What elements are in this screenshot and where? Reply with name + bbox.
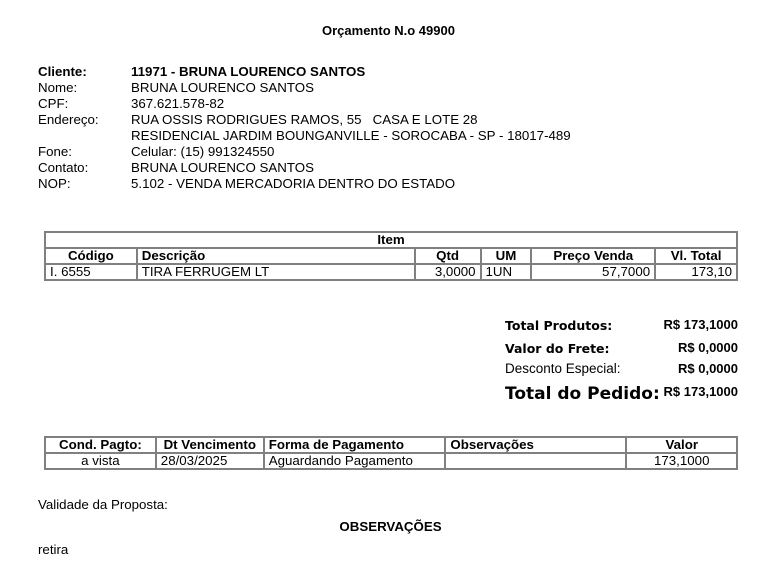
col-header-observacoes: Observações xyxy=(445,437,626,453)
col-header-preco-venda: Preço Venda xyxy=(531,248,655,264)
cell-valor: 173,1000 xyxy=(626,453,737,469)
col-header-valor: Valor xyxy=(626,437,737,453)
items-caption-row xyxy=(45,232,737,248)
col-header-um: UM xyxy=(481,248,532,264)
col-header-qtd: Qtd xyxy=(415,248,481,264)
total-pedido-value: R$ 173,1000 xyxy=(663,384,738,399)
table-row xyxy=(45,453,737,469)
phone-label: Fone: xyxy=(38,144,73,159)
items-caption: Item xyxy=(45,232,737,248)
cell-descricao: TIRA FERRUGEM LT xyxy=(137,264,415,280)
cell-observacoes xyxy=(445,453,626,469)
client-label: Cliente: xyxy=(38,64,87,79)
cpf-label: CPF: xyxy=(38,96,69,111)
col-header-dt-vencimento: Dt Vencimento xyxy=(156,437,264,453)
cell-vl-total: 173,10 xyxy=(655,264,737,280)
col-header-cond-pagto: Cond. Pagto: xyxy=(45,437,156,453)
cell-um: 1UN xyxy=(481,264,532,280)
client-value: 11971 - BRUNA LOURENCO SANTOS xyxy=(131,64,366,79)
cell-preco-venda: 57,7000 xyxy=(531,264,655,280)
items-table xyxy=(44,231,738,281)
total-produtos-value: R$ 173,1000 xyxy=(663,317,738,332)
cell-codigo: I. 6555 xyxy=(45,264,137,280)
phone-value: Celular: (15) 991324550 xyxy=(131,144,275,159)
cpf-value: 367.621.578-82 xyxy=(131,96,225,111)
nop-label: NOP: xyxy=(38,176,71,191)
valor-frete-label: Valor do Frete: xyxy=(505,341,610,356)
col-header-codigo: Código xyxy=(45,248,137,264)
payment-table xyxy=(44,436,738,470)
total-produtos-label: Total Produtos: xyxy=(505,318,613,333)
items-header-row xyxy=(45,248,737,264)
col-header-vl-total: Vl. Total xyxy=(655,248,737,264)
cell-dt-vencimento: 28/03/2025 xyxy=(156,453,264,469)
address-line2: RESIDENCIAL JARDIM BOUNGANVILLE - SOROCABA - SP - 18017-489 xyxy=(131,128,571,143)
desconto-value: R$ 0,0000 xyxy=(678,361,738,376)
cell-forma-pagamento: Aguardando Pagamento xyxy=(264,453,446,469)
payment-header-row xyxy=(45,437,737,453)
observacoes-title: OBSERVAÇÕES xyxy=(339,519,442,534)
table-row xyxy=(45,264,737,280)
col-header-descricao: Descrição xyxy=(137,248,415,264)
address-label: Endereço: xyxy=(38,112,99,127)
col-header-forma-pagamento: Forma de Pagamento xyxy=(264,437,446,453)
name-value: BRUNA LOURENCO SANTOS xyxy=(131,80,314,95)
cell-cond-pagto: a vista xyxy=(45,453,156,469)
observacoes-text: retira xyxy=(38,542,69,557)
contact-value: BRUNA LOURENCO SANTOS xyxy=(131,160,314,175)
contact-label: Contato: xyxy=(38,160,89,175)
validade-label: Validade da Proposta: xyxy=(38,497,168,512)
cell-qtd: 3,0000 xyxy=(415,264,481,280)
nop-value: 5.102 - VENDA MERCADORIA DENTRO DO ESTADO xyxy=(131,176,456,191)
desconto-label: Desconto Especial: xyxy=(505,361,621,376)
valor-frete-value: R$ 0,0000 xyxy=(678,340,738,355)
total-pedido-label: Total do Pedido: xyxy=(505,384,660,404)
address-line1: RUA OSSIS RODRIGUES RAMOS, 55 CASA E LOTE 28 xyxy=(131,112,478,127)
page-title: Orçamento N.o 49900 xyxy=(322,23,455,38)
name-label: Nome: xyxy=(38,80,78,95)
